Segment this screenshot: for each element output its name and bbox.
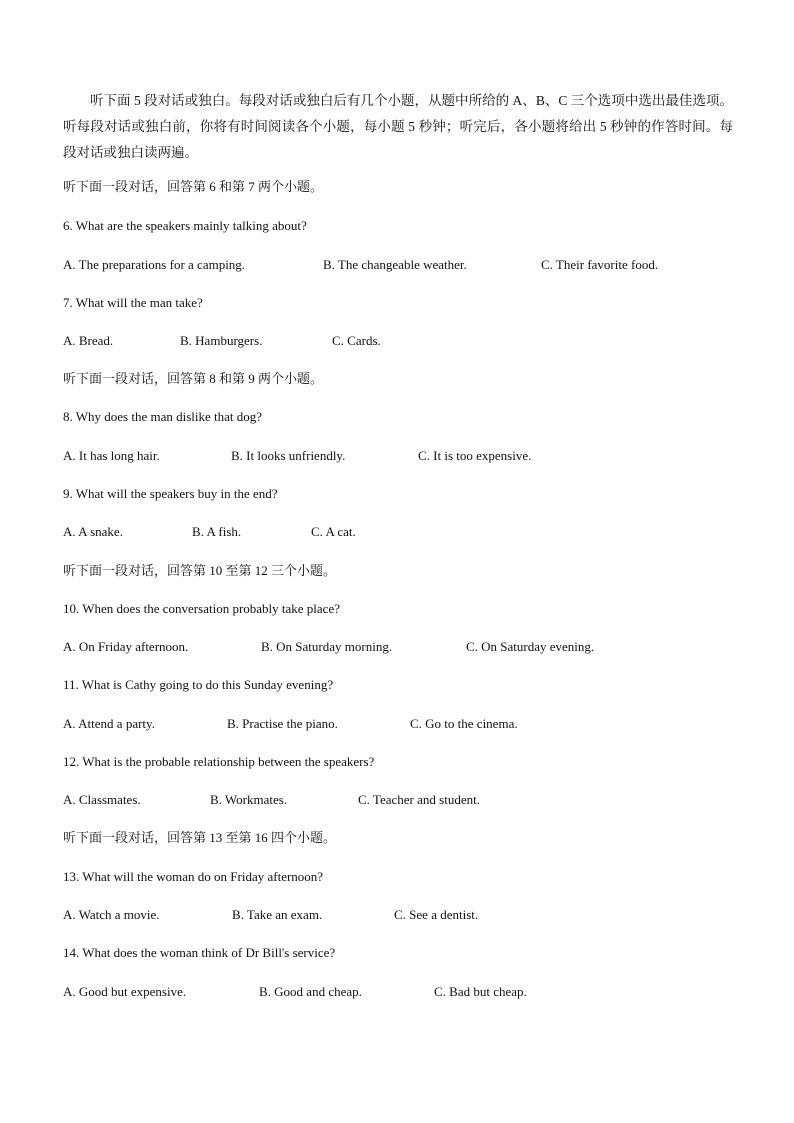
option-b: B. The changeable weather. [323,257,467,272]
section-heading: 听下面一段对话，回答第 13 至第 16 四个小题。 [63,830,337,845]
section-heading: 听下面一段对话，回答第 10 至第 12 三个小题。 [63,563,337,578]
section-heading: 听下面一段对话，回答第 6 和第 7 两个小题。 [63,179,324,194]
option-c: C. A cat. [311,524,356,539]
option-a: A. Watch a movie. [63,907,160,922]
option-c: C. Their favorite food. [541,257,659,272]
option-b: B. Take an exam. [232,907,323,922]
option-c: C. Bad but cheap. [434,984,527,999]
option-a: A. The preparations for a camping. [63,257,246,272]
option-b: B. Workmates. [210,792,288,807]
question-text: 8. Why does the man dislike that dog? [63,409,263,424]
question-text: 11. What is Cathy going to do this Sunday evening? [63,677,334,692]
question-text: 7. What will the man take? [63,295,203,310]
option-c: C. See a dentist. [394,907,479,922]
option-b: B. It looks unfriendly. [231,448,346,463]
question-text: 12. What is the probable relationship between the speakers? [63,754,375,769]
question-text: 6. What are the speakers mainly talking about? [63,218,307,233]
listening-instructions: 听下面 5 段对话或独白。每段对话或独白后有几个小题，从题中所给的 A、B、C 三个选项中选出最佳选项。听每段对话或独白前，你将有时间阅读各个小题，每小题 5 秒钟；听完后，各小题将给出 5 秒钟的作答时间。每段对话或独白读两遍。 [63,93,733,160]
option-a: A. Good but expensive. [63,984,187,999]
option-b: B. On Saturday morning. [261,639,393,654]
option-b: B. Practise the piano. [227,716,338,731]
question-text: 9. What will the speakers buy in the end? [63,486,278,501]
question-text: 10. When does the conversation probably take place? [63,601,340,616]
option-c: C. Cards. [332,333,381,348]
option-a: A. Attend a party. [63,716,155,731]
option-a: A. On Friday afternoon. [63,639,189,654]
option-c: C. On Saturday evening. [466,639,595,654]
option-a: A. A snake. [63,524,123,539]
option-a: A. Bread. [63,333,114,348]
section-heading: 听下面一段对话，回答第 8 和第 9 两个小题。 [63,371,324,386]
option-c: C. Teacher and student. [358,792,480,807]
option-c: C. It is too expensive. [418,448,532,463]
question-text: 13. What will the woman do on Friday afternoon? [63,869,324,884]
option-b: B. A fish. [192,524,242,539]
option-a: A. Classmates. [63,792,141,807]
option-c: C. Go to the cinema. [410,716,518,731]
option-b: B. Good and cheap. [259,984,362,999]
question-text: 14. What does the woman think of Dr Bill's service? [63,945,336,960]
option-b: B. Hamburgers. [180,333,263,348]
option-a: A. It has long hair. [63,448,160,463]
